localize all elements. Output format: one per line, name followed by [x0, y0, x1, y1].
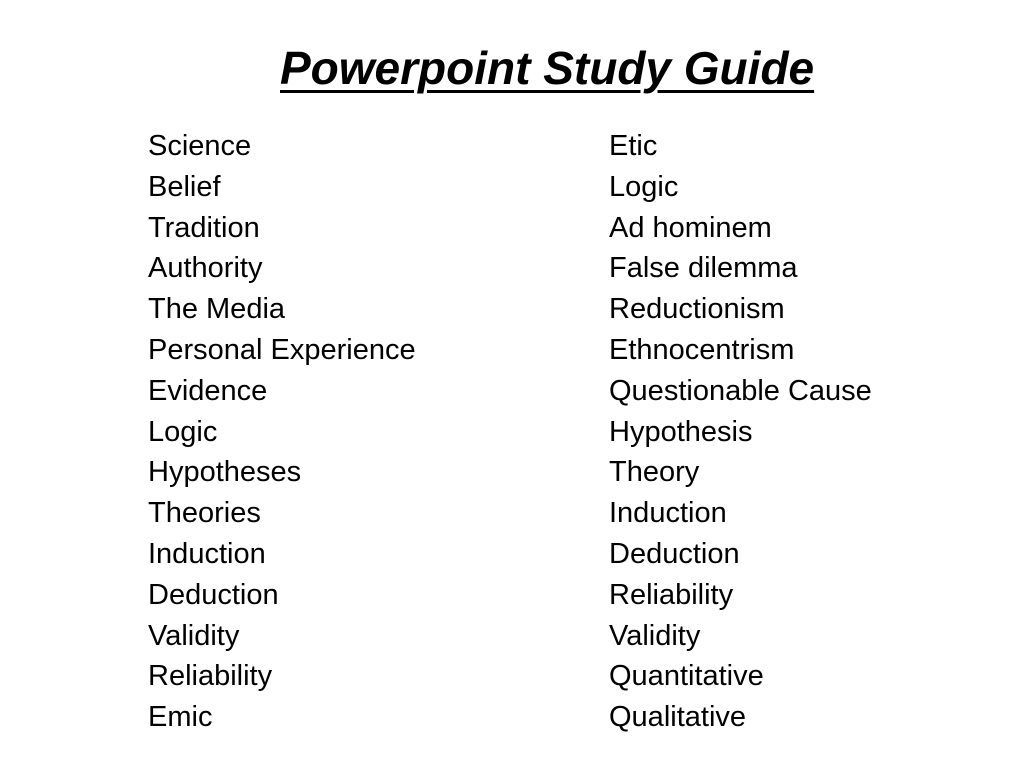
list-item: Reliability — [148, 660, 273, 693]
list-item: The Media — [148, 293, 286, 326]
list-item: Hypotheses — [148, 456, 302, 489]
list-item: Quantitative — [609, 660, 764, 693]
list-item: Ethnocentrism — [609, 333, 795, 366]
list-item: Deduction — [148, 578, 279, 611]
list-item: Induction — [148, 537, 266, 570]
list-item: Authority — [148, 252, 263, 285]
list-item: Theory — [609, 456, 700, 489]
list-item: Hypothesis — [609, 415, 753, 448]
slide-title: Powerpoint Study Guide — [280, 42, 815, 94]
list-item: Personal Experience — [148, 333, 416, 366]
list-item: Emic — [148, 701, 213, 734]
list-item: Deduction — [609, 537, 740, 570]
list-item: Reductionism — [609, 293, 785, 326]
list-item: Ad hominem — [609, 211, 772, 244]
list-item: Theories — [148, 497, 261, 530]
list-item: False dilemma — [609, 252, 798, 285]
left-term-list — [148, 126, 416, 738]
list-item: Science — [148, 130, 252, 162]
list-item: Evidence — [148, 374, 268, 407]
list-item: Qualitative — [609, 701, 747, 734]
list-item: Logic — [148, 415, 218, 448]
list-item: Logic — [609, 170, 679, 203]
list-item: Etic — [609, 130, 658, 162]
right-term-list — [609, 126, 872, 738]
list-item: Belief — [148, 170, 221, 203]
list-item: Reliability — [609, 578, 734, 611]
list-item: Induction — [609, 497, 727, 530]
list-item: Questionable Cause — [609, 374, 872, 407]
list-item: Tradition — [148, 211, 260, 244]
list-item: Validity — [609, 619, 701, 652]
list-item: Validity — [148, 619, 240, 652]
